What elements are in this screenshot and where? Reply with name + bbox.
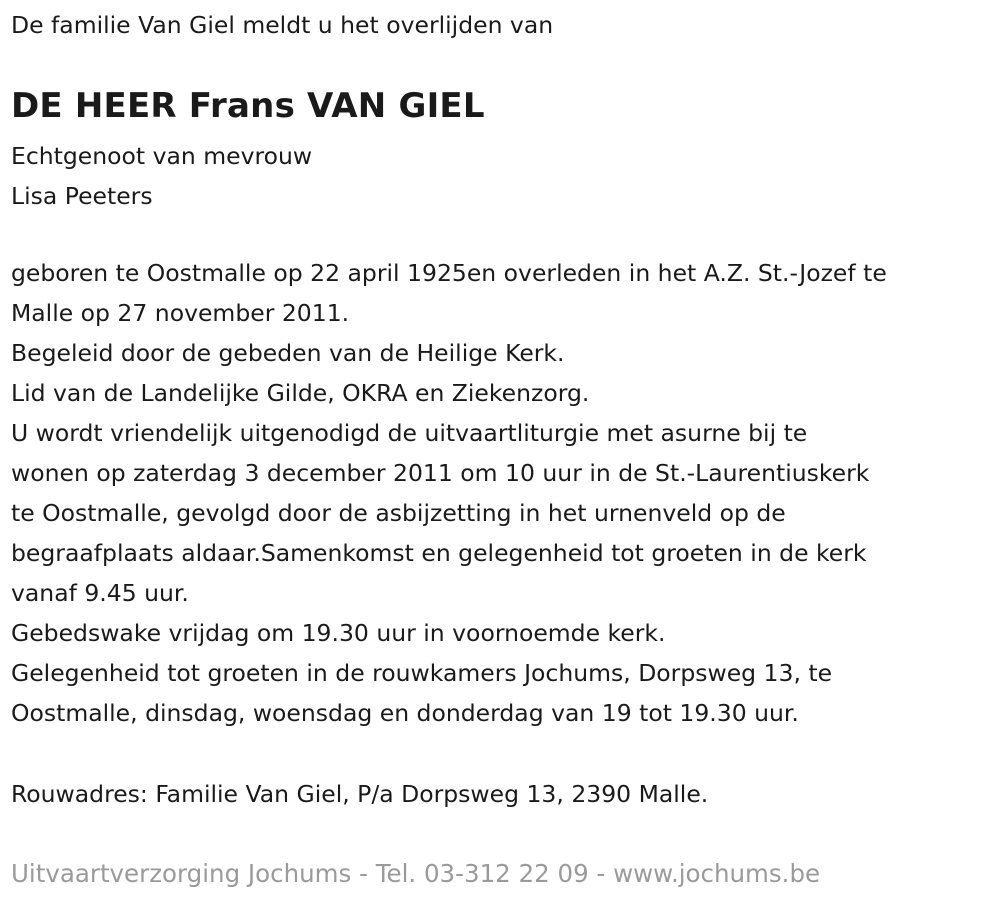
spouse-block [11,136,312,216]
body-line: Malle op 27 november 2011. [11,299,350,327]
body-line: geboren te Oostmalle op 22 april 1925en overleden in het A.Z. St.-Jozef te [11,259,887,287]
body-line: te Oostmalle, gevolgd door de asbijzetting in het urnenveld op de [11,499,786,527]
body-line: Lid van de Landelijke Gilde, OKRA en Ziekenzorg. [11,379,590,407]
body-line: begraafplaats aldaar.Samenkomst en gelegenheid tot groeten in de kerk [11,539,867,567]
body-line: U wordt vriendelijk uitgenodigd de uitvaartliturgie met asurne bij te [11,419,808,447]
spouse-line: Lisa Peeters [11,182,153,210]
body-line: Oostmalle, dinsdag, woensdag en donderdag van 19 tot 19.30 uur. [11,699,799,727]
body-line: Gebedswake vrijdag om 19.30 uur in voornoemde kerk. [11,619,666,647]
intro-line: De familie Van Giel meldt u het overlijden van [11,11,554,39]
spouse-line: Echtgenoot van mevrouw [11,142,313,170]
body-line: Begeleid door de gebeden van de Heilige Kerk. [11,339,565,367]
body-line: wonen op zaterdag 3 december 2011 om 10 uur in de St.-Laurentiuskerk [11,459,870,487]
body-line: vanaf 9.45 uur. [11,579,189,607]
notice-body [11,253,887,733]
funeral-home-footer: Uitvaartverzorging Jochums - Tel. 03-312 22 09 - www.jochums.be [11,859,821,888]
mourning-address: Rouwadres: Familie Van Giel, P/a Dorpsweg 13, 2390 Malle. [11,780,709,808]
body-line: Gelegenheid tot groeten in de rouwkamers Jochums, Dorpsweg 13, te [11,659,833,687]
deceased-name: DE HEER Frans VAN GIEL [11,86,485,126]
